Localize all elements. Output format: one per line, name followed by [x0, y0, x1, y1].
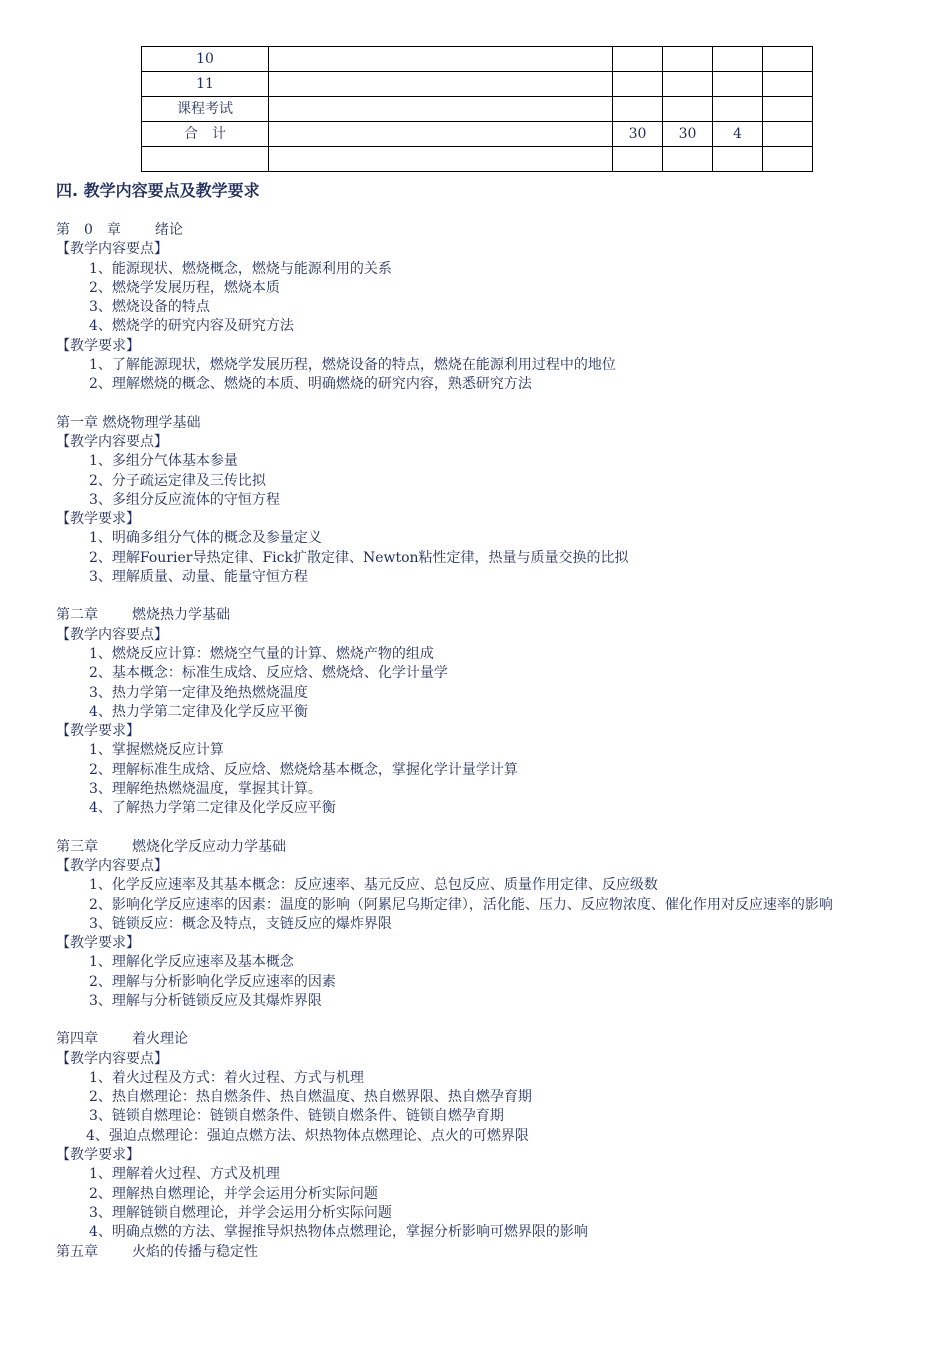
- table-cell-label: 课程考试: [142, 97, 269, 122]
- list-item: 3、燃烧设备的特点: [89, 299, 210, 316]
- list-item: 3、热力学第一定律及绝热燃烧温度: [89, 684, 308, 701]
- list-item: 1、掌握燃烧反应计算: [89, 742, 224, 759]
- list-item: 1、明确多组分气体的概念及参量定义: [89, 530, 322, 547]
- list-item: 2、理解燃烧的概念、燃烧的本质、明确燃烧的研究内容，熟悉研究方法: [89, 376, 532, 393]
- requirements-label: 【教学要求】: [56, 723, 140, 740]
- list-item: 4、明确点燃的方法、掌握推导炽热物体点燃理论，掌握分析影响可燃界限的影响: [89, 1224, 588, 1241]
- teaching-content: [56, 221, 896, 1262]
- chapter-0: [56, 221, 896, 395]
- list-item: 2、理解Fourier导热定律、Fick扩散定律、Newton粘性定律，热量与质量交换的比拟: [89, 549, 629, 566]
- points-label: 【教学内容要点】: [56, 857, 168, 874]
- table-cell: [663, 97, 713, 122]
- list-item: 3、链锁自燃理论：链锁自燃条件、链锁自燃条件、链锁自燃孕育期: [89, 1108, 504, 1125]
- table-cell: [269, 47, 613, 72]
- table-row: [142, 47, 813, 72]
- chapter-title: [56, 606, 896, 625]
- table-cell: [713, 97, 763, 122]
- table-cell-label: 11: [142, 72, 269, 97]
- table-cell: [763, 147, 813, 172]
- list-item: 1、了解能源现状，燃烧学发展历程，燃烧设备的特点，燃烧在能源利用过程中的地位: [89, 357, 616, 374]
- list-item: 3、理解与分析链锁反应及其爆炸界限: [89, 992, 322, 1009]
- table-cell: [663, 72, 713, 97]
- table-cell: [613, 147, 663, 172]
- table-row: [142, 97, 813, 122]
- requirements-label: 【教学要求】: [56, 511, 140, 528]
- chapter-1: [56, 414, 896, 588]
- chapter-number: 第二章: [56, 607, 98, 624]
- table-cell: [763, 72, 813, 97]
- requirements-label: 【教学要求】: [56, 1147, 140, 1164]
- requirements-label: 【教学要求】: [56, 935, 140, 952]
- list-item: 2、理解与分析影响化学反应速率的因素: [89, 973, 336, 990]
- chapter-title: [56, 1030, 896, 1049]
- chapter-number: 第三章: [56, 838, 98, 855]
- points-label: 【教学内容要点】: [56, 1050, 168, 1067]
- list-item: 1、着火过程及方式：着火过程、方式与机理: [89, 1069, 364, 1086]
- points-label: 【教学内容要点】: [56, 433, 168, 450]
- table-cell: [269, 72, 613, 97]
- table-cell: [663, 47, 713, 72]
- list-item: 4、强迫点燃理论：强迫点燃方法、炽热物体点燃理论、点火的可燃界限: [86, 1127, 529, 1144]
- chapter-title: [56, 221, 896, 240]
- course-hours-table: [141, 46, 813, 172]
- list-item: 2、燃烧学发展历程，燃烧本质: [89, 279, 280, 296]
- list-item: 3、理解质量、动量、能量守恒方程: [89, 569, 308, 586]
- table-cell-label: 合 计: [142, 122, 269, 147]
- chapter-number: 第四章: [56, 1031, 98, 1048]
- list-item: 2、影响化学反应速率的因素：温度的影响（阿累尼乌斯定律），活化能、压力、反应物浓度、催化作用对反应速率的影响: [89, 896, 833, 913]
- table-cell: [763, 122, 813, 147]
- chapter-4: [56, 1030, 896, 1242]
- table-row-total: [142, 122, 813, 147]
- list-item: 1、化学反应速率及其基本概念：反应速率、基元反应、总包反应、质量作用定律、反应级数: [89, 877, 658, 894]
- table-cell: [713, 72, 763, 97]
- requirements-label: 【教学要求】: [56, 337, 140, 354]
- list-item: 2、分子疏运定律及三传比拟: [89, 472, 266, 489]
- list-item: 1、理解化学反应速率及基本概念: [89, 954, 294, 971]
- chapter-number: 第 0 章: [56, 222, 121, 238]
- chapter-name: 燃烧热力学基础: [132, 607, 230, 624]
- list-item: 3、链锁反应：概念及特点，支链反应的爆炸界限: [89, 915, 392, 932]
- chapter-number: 第五章: [56, 1243, 98, 1260]
- points-label: 【教学内容要点】: [56, 626, 168, 643]
- list-item: 1、多组分气体基本参量: [89, 453, 238, 470]
- table-cell: [613, 72, 663, 97]
- list-item: 3、多组分反应流体的守恒方程: [89, 491, 280, 508]
- list-item: 1、燃烧反应计算：燃烧空气量的计算、燃烧产物的组成: [89, 645, 434, 662]
- list-item: 1、能源现状、燃烧概念，燃烧与能源利用的关系: [89, 260, 392, 277]
- list-item: 2、热自燃理论：热自燃条件、热自燃温度、热自燃界限、热自燃孕育期: [89, 1089, 532, 1106]
- chapter-name: 着火理论: [132, 1031, 188, 1048]
- table-cell-label: 10: [142, 47, 269, 72]
- list-item: 4、了解热力学第二定律及化学反应平衡: [89, 800, 336, 817]
- table-row: [142, 72, 813, 97]
- table-row: [142, 147, 813, 172]
- list-item: 3、理解链锁自燃理论，并学会运用分析实际问题: [89, 1204, 392, 1221]
- section-heading: 四. 教学内容要点及教学要求: [56, 181, 260, 200]
- table-cell: [269, 122, 613, 147]
- chapter-number: 第一章: [56, 414, 98, 431]
- list-item: 2、理解热自燃理论，并学会运用分析实际问题: [89, 1185, 378, 1202]
- table-cell: [269, 97, 613, 122]
- chapter-name: 火焰的传播与稳定性: [132, 1243, 258, 1260]
- table-cell: [663, 147, 713, 172]
- chapter-name: 绪论: [154, 222, 183, 238]
- chapter-2: [56, 606, 896, 818]
- chapter-name: 燃烧物理学基础: [102, 414, 201, 431]
- list-item: 2、理解标准生成焓、反应焓、燃烧焓基本概念，掌握化学计量学计算: [89, 761, 518, 778]
- chapter-5-title: [56, 1243, 896, 1262]
- table-cell: 30: [613, 122, 663, 147]
- table-cell: [763, 97, 813, 122]
- chapter-name: 燃烧化学反应动力学基础: [132, 838, 286, 855]
- chapter-title: [56, 414, 896, 433]
- table-cell: [713, 147, 763, 172]
- table-cell: 30: [663, 122, 713, 147]
- chapter-3: [56, 838, 896, 1012]
- table-cell: 4: [713, 122, 763, 147]
- list-item: 2、基本概念：标准生成焓、反应焓、燃烧焓、化学计量学: [89, 665, 448, 682]
- table-cell: [763, 47, 813, 72]
- list-item: 4、热力学第二定律及化学反应平衡: [89, 703, 308, 720]
- table-cell: [269, 147, 613, 172]
- points-label: 【教学内容要点】: [56, 241, 168, 258]
- table-cell: [613, 97, 663, 122]
- list-item: 3、理解绝热燃烧温度，掌握其计算。: [89, 781, 322, 798]
- table-cell: [613, 47, 663, 72]
- table-cell: [713, 47, 763, 72]
- chapter-title: [56, 838, 896, 857]
- table-cell-label: [142, 147, 269, 172]
- list-item: 4、燃烧学的研究内容及研究方法: [89, 318, 294, 335]
- list-item: 1、理解着火过程、方式及机理: [89, 1166, 280, 1183]
